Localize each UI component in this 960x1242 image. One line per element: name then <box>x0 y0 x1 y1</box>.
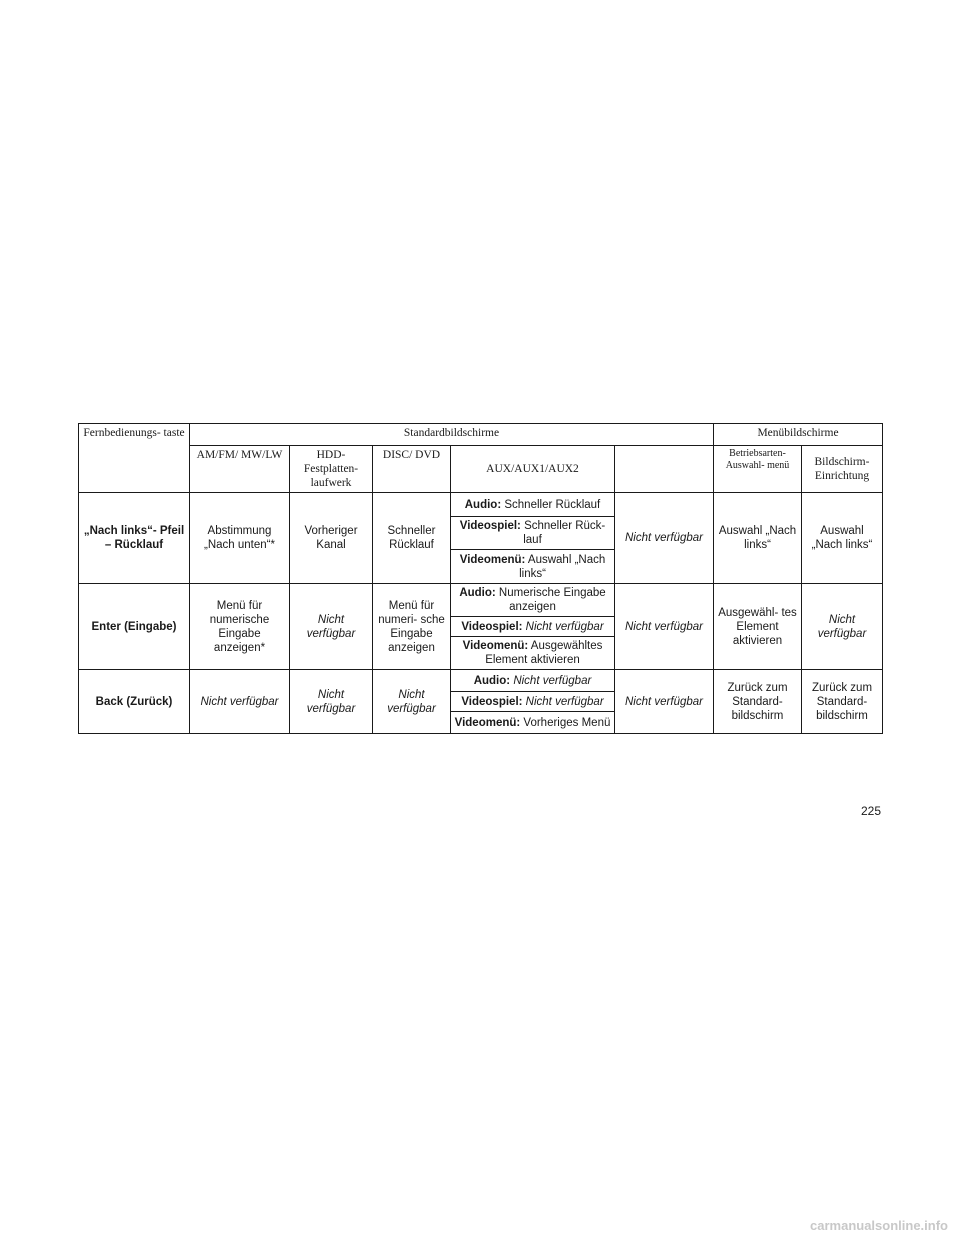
header-mode-select-menu: Betriebsarten- Auswahl- menü <box>714 446 802 493</box>
row3-aux-audio: Audio: Nicht verfügbar <box>451 670 615 692</box>
header-amfm: AM/FM/ MW/LW <box>190 446 290 493</box>
row2-aux-videomenu: Videomenü: Ausgewähltes Element aktivieren <box>451 637 615 670</box>
row1-disc: Schneller Rücklauf <box>373 493 451 584</box>
header-screen-setup: Bildschirm- Einrichtung <box>802 446 883 493</box>
header-aux: AUX/AUX1/AUX2 <box>451 446 615 493</box>
row2-not-available: Nicht verfügbar <box>615 584 714 670</box>
row2-aux-audio: Audio: Numerische Eingabe anzeigen <box>451 584 615 617</box>
row1-screen-setup: Auswahl „Nach links“ <box>802 493 883 584</box>
header-disc: DISC/ DVD <box>373 446 451 493</box>
row1-not-available: Nicht verfügbar <box>615 493 714 584</box>
row1-aux-videogame: Videospiel: Schneller Rück- lauf <box>451 517 615 550</box>
row3-not-available: Nicht verfügbar <box>615 670 714 734</box>
row1-mode-select: Auswahl „Nach links“ <box>714 493 802 584</box>
row3-amfm: Nicht verfügbar <box>190 670 290 734</box>
row3-aux-videomenu: Videomenü: Vorheriges Menü <box>451 712 615 734</box>
remote-control-table <box>78 423 883 734</box>
header-remote-key: Fernbedienungs- taste <box>79 424 190 493</box>
row1-aux-videomenu: Videomenü: Auswahl „Nach links“ <box>451 550 615 584</box>
row2-mode-select: Ausgewähl- tes Element aktivieren <box>714 584 802 670</box>
row2-hdd: Nicht verfügbar <box>290 584 373 670</box>
row3-screen-setup: Zurück zum Standard- bildschirm <box>802 670 883 734</box>
header-standard-screens: Standardbildschirme <box>190 424 714 446</box>
row-enter-key: Enter (Eingabe) <box>79 584 190 670</box>
row3-mode-select: Zurück zum Standard- bildschirm <box>714 670 802 734</box>
row-left-arrow-key: „Nach links“- Pfeil – Rücklauf <box>79 493 190 584</box>
header-hdd: HDD- Festplatten- laufwerk <box>290 446 373 493</box>
watermark-link[interactable]: carmanualsonline.info <box>810 1218 948 1233</box>
row1-aux-audio: Audio: Schneller Rücklauf <box>451 493 615 517</box>
row2-amfm: Menü für numerische Eingabe anzeigen* <box>190 584 290 670</box>
row2-disc: Menü für numeri- sche Eingabe anzeigen <box>373 584 451 670</box>
row2-aux-videogame: Videospiel: Nicht verfügbar <box>451 617 615 637</box>
page-number: 225 <box>861 804 882 818</box>
row-back-key: Back (Zurück) <box>79 670 190 734</box>
row3-disc: Nicht verfügbar <box>373 670 451 734</box>
row1-hdd: Vorheriger Kanal <box>290 493 373 584</box>
row3-hdd: Nicht verfügbar <box>290 670 373 734</box>
header-menu-screens: Menübildschirme <box>714 424 883 446</box>
row1-amfm: Abstimmung „Nach unten“* <box>190 493 290 584</box>
header-empty <box>615 446 714 493</box>
row3-aux-videogame: Videospiel: Nicht verfügbar <box>451 692 615 712</box>
row2-screen-setup: Nicht verfügbar <box>802 584 883 670</box>
